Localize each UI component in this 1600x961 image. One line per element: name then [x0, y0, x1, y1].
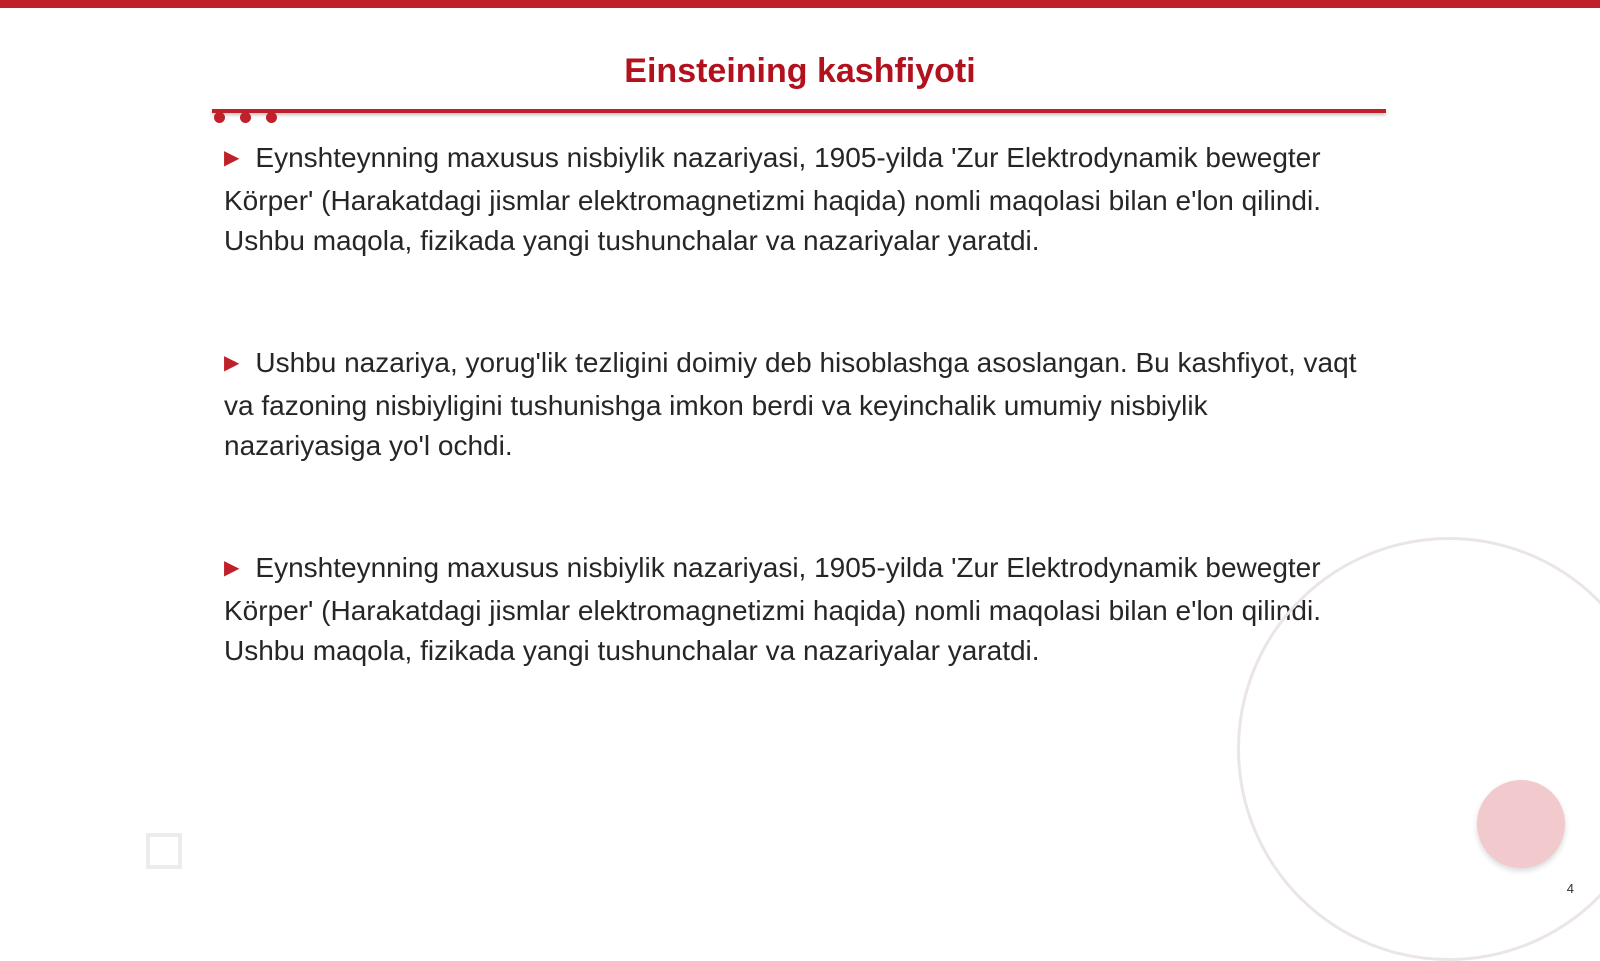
triangle-right-icon: ▶ — [224, 352, 240, 374]
bullet-item — [224, 138, 1364, 261]
bullet-text: Eynshteynning maxusus nisbiylik nazariyasi, 1905-yilda 'Zur Elektrodynamik bewegter Körper' (Harakatdagi jismlar elektromagnetizmi haqida) nomli maqolasi bilan e'lon qilindi. Ushbu maqola, fizikada yangi tushunchalar va nazariyalar yaratdi. — [224, 552, 1321, 666]
top-accent-bar — [0, 0, 1600, 8]
bullet-item — [224, 548, 1364, 671]
decorative-dot — [266, 112, 277, 123]
triangle-right-icon: ▶ — [224, 147, 240, 169]
decorative-dot — [240, 112, 251, 123]
triangle-right-icon: ▶ — [224, 557, 240, 579]
title-underline — [212, 109, 1386, 113]
page-number: 4 — [1566, 881, 1574, 896]
bullet-item — [224, 343, 1364, 466]
bullet-text: Ushbu nazariya, yorug'lik tezligini doimiy deb hisoblashga asoslangan. Bu kashfiyot, vaqt va fazoning nisbiyligini tushunishga imkon berdi va keyinchalik umumiy nisbiylik nazariyasiga yo'l ochdi. — [224, 347, 1357, 461]
slide-title: Einsteining kashfiyoti — [624, 52, 976, 90]
bullet-text: Eynshteynning maxusus nisbiylik nazariyasi, 1905-yilda 'Zur Elektrodynamik bewegter Körper' (Harakatdagi jismlar elektromagnetizmi haqida) nomli maqolasi bilan e'lon qilindi. Ushbu maqola, fizikada yangi tushunchalar va nazariyalar yaratdi. — [224, 142, 1321, 256]
decorative-square — [146, 833, 182, 869]
decorative-disc — [1477, 780, 1565, 868]
bullet-list — [224, 138, 1364, 753]
decorative-dot — [214, 112, 225, 123]
